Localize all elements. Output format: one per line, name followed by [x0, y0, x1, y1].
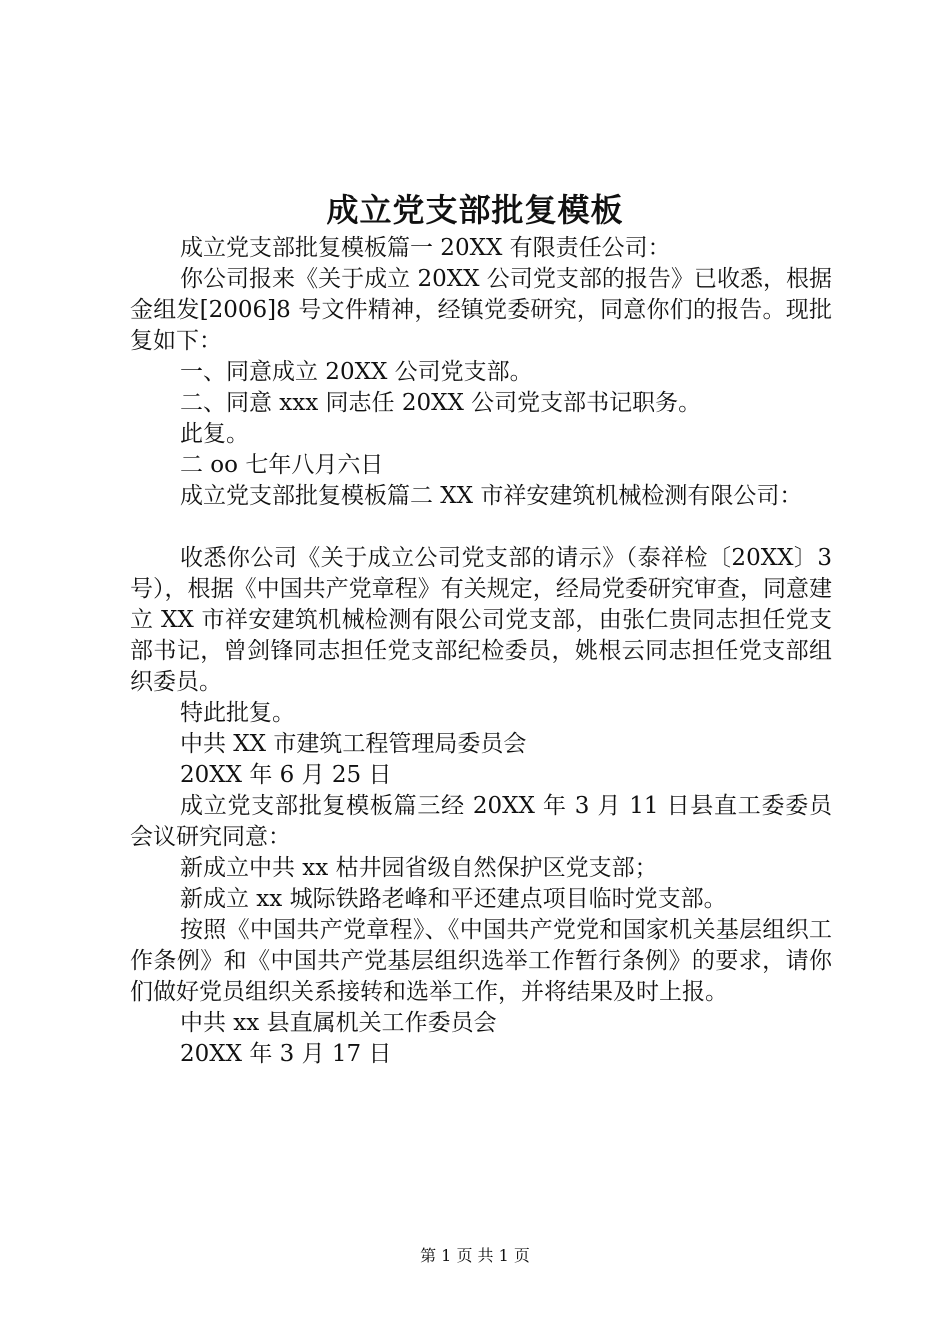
page-number-footer: 第 1 页 共 1 页: [420, 1246, 530, 1265]
paragraph-14: 新成立中共 xx 枯井园省级自然保护区党支部；: [180, 855, 658, 881]
paragraph-5: 此复。: [180, 421, 249, 447]
paragraph-10: 特此批复。: [180, 700, 295, 726]
paragraph-16: 按照《中国共产党章程》、《中国共产党党和国家机关基层组织工作条例》和《中国共产党基层组织选举工作暂行条例》的要求，请你们做好党员组织关系接转和选举工作，并将结果及时上报。: [130, 917, 832, 1005]
paragraph-3: 一、同意成立 20XX 公司党支部。: [180, 359, 533, 385]
paragraph-6: 二 oo 七年八月六日: [180, 452, 384, 478]
paragraph-1: 成立党支部批复模板篇一 20XX 有限责任公司：: [180, 235, 671, 261]
paragraph-9: 收悉你公司《关于成立公司党支部的请示》（泰祥检〔20XX〕3 号），根据《中国共产党章程》有关规定，经局党委研究审查，同意建立 XX 市祥安建筑机械检测有限公司党支部，由张仁贵同志担任党支部书记，曾剑锋同志担任党支部纪检委员，姚根云同志担任党支部组织委员。: [130, 545, 832, 695]
document-body: [130, 233, 832, 1070]
paragraph-7: 成立党支部批复模板篇二 XX 市祥安建筑机械检测有限公司：: [180, 483, 803, 509]
paragraph-15: 新成立 xx 城际铁路老峰和平还建点项目临时党支部。: [180, 886, 727, 912]
paragraph-2: 你公司报来《关于成立 20XX 公司党支部的报告》已收悉，根据金组发[2006]8 号文件精神，经镇党委研究，同意你们的报告。现批复如下：: [130, 266, 832, 354]
paragraph-12: 20XX 年 6 月 25 日: [180, 762, 392, 788]
paragraph-18: 20XX 年 3 月 17 日: [180, 1041, 392, 1067]
paragraph-13: 成立党支部批复模板篇三经 20XX 年 3 月 11 日县直工委委员会议研究同意：: [130, 793, 832, 850]
paragraph-17: 中共 xx 县直属机关工作委员会: [180, 1010, 497, 1036]
document-title: 成立党支部批复模板: [326, 191, 624, 229]
blank-line: [130, 512, 832, 543]
paragraph-4: 二、同意 xxx 同志任 20XX 公司党支部书记职务。: [180, 390, 702, 416]
paragraph-11: 中共 XX 市建筑工程管理局委员会: [180, 731, 527, 757]
